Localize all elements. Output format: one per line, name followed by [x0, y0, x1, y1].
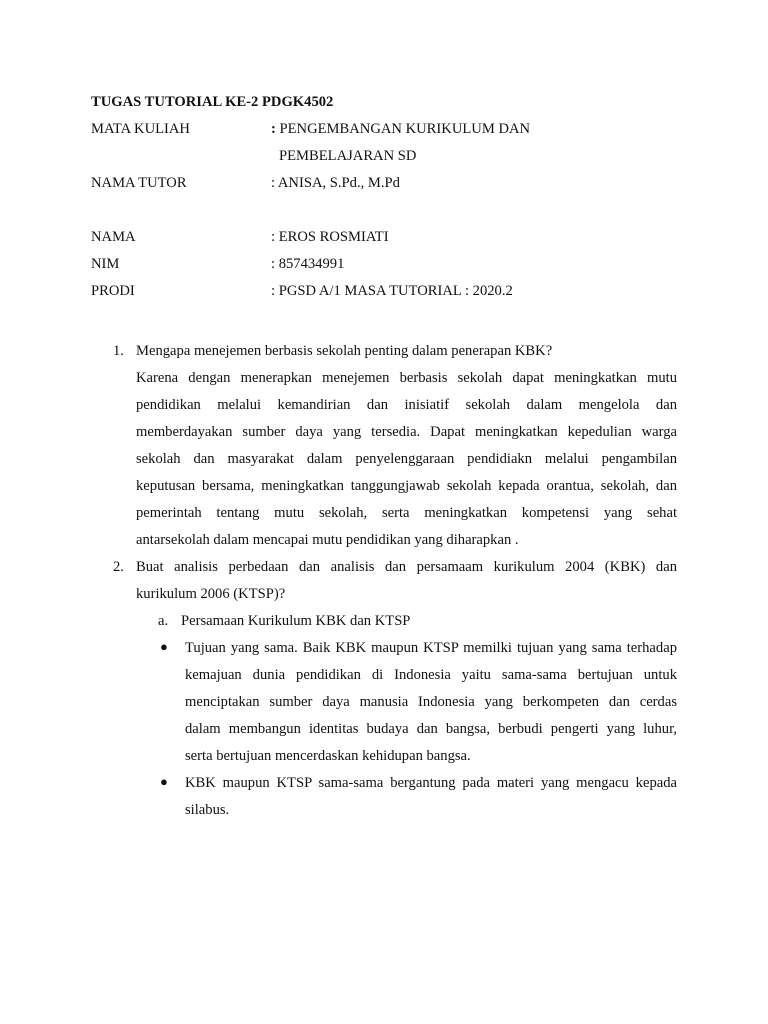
sub-heading: Persamaan Kurikulum KBK dan KTSP [181, 613, 411, 629]
label-mata-kuliah: MATA KULIAH [91, 121, 190, 137]
question-number: 1. [113, 343, 124, 359]
value-mata-kuliah [271, 120, 530, 138]
value-mata-kuliah-cont: PEMBELAJARAN SD [279, 148, 417, 164]
value-prodi: : PGSD A/1 MASA TUTORIAL : 2020.2 [271, 283, 513, 299]
document-title: TUGAS TUTORIAL KE-2 PDGK4502 [91, 94, 334, 110]
colon-separator: : [271, 121, 276, 137]
bullet-line: dalam membangun identitas budaya dan bangsa, berbudi pengerti yang luhur, [185, 721, 677, 737]
answer-line: pendidikan melalui kemandirian dan inisiatif sekolah dalam mengelola dan [136, 397, 677, 413]
bullet-line: silabus. [185, 802, 230, 818]
value-mata-kuliah-text: PENGEMBANGAN KURIKULUM DAN [279, 121, 531, 137]
bullet-line: menciptakan sumber daya manusia Indonesia yang berkompeten dan cerdas [185, 694, 677, 710]
label-nama: NAMA [91, 229, 136, 245]
label-prodi: PRODI [91, 283, 135, 299]
question-text: Buat analisis perbedaan dan analisis dan persamaam kurikulum 2004 (KBK) dan [136, 559, 677, 575]
answer-line: antarsekolah dalam mencapai mutu pendidikan yang diharapkan . [136, 532, 519, 548]
bullet-dot-icon: ● [160, 774, 168, 789]
answer-line: memberdayakan sumber daya yang tersedia. Dapat meningkatkan kepedulian warga [136, 424, 677, 440]
answer-line: keputusan bersama, meningkatkan tanggungjawab sekolah kepada orantua, sekolah, dan [136, 478, 677, 494]
label-nim: NIM [91, 256, 120, 272]
value-nim: : 857434991 [271, 256, 345, 272]
bullet-line: serta bertujuan mencerdaskan kehidupan bangsa. [185, 748, 471, 764]
bullet-line: kemajuan dunia pendidikan di Indonesia yaitu sama-sama bertujuan untuk [185, 667, 677, 683]
answer-line: sekolah dan masyarakat dalam penyelenggaraan pendidiakn melalui pengambilan [136, 451, 677, 467]
value-nama-tutor: : ANISA, S.Pd., M.Pd [271, 175, 400, 191]
answer-line: Karena dengan menerapkan menejemen berbasis sekolah dapat meningkatkan mutu [136, 370, 677, 386]
bullet-line: KBK maupun KTSP sama-sama bergantung pada materi yang mengacu kepada [185, 775, 677, 791]
bullet-dot-icon: ● [160, 639, 168, 654]
bullet-line: Tujuan yang sama. Baik KBK maupun KTSP memilki tujuan yang sama terhadap [185, 640, 677, 656]
question-text: Mengapa menejemen berbasis sekolah penting dalam penerapan KBK? [136, 343, 553, 359]
value-nama: : EROS ROSMIATI [271, 229, 389, 245]
sub-letter: a. [158, 613, 169, 629]
answer-line: pemerintah tentang mutu sekolah, serta meningkatkan kompetensi yang sehat [136, 505, 677, 521]
question-number: 2. [113, 559, 124, 575]
label-nama-tutor: NAMA TUTOR [91, 175, 187, 191]
question-text: kurikulum 2006 (KTSP)? [136, 586, 286, 602]
